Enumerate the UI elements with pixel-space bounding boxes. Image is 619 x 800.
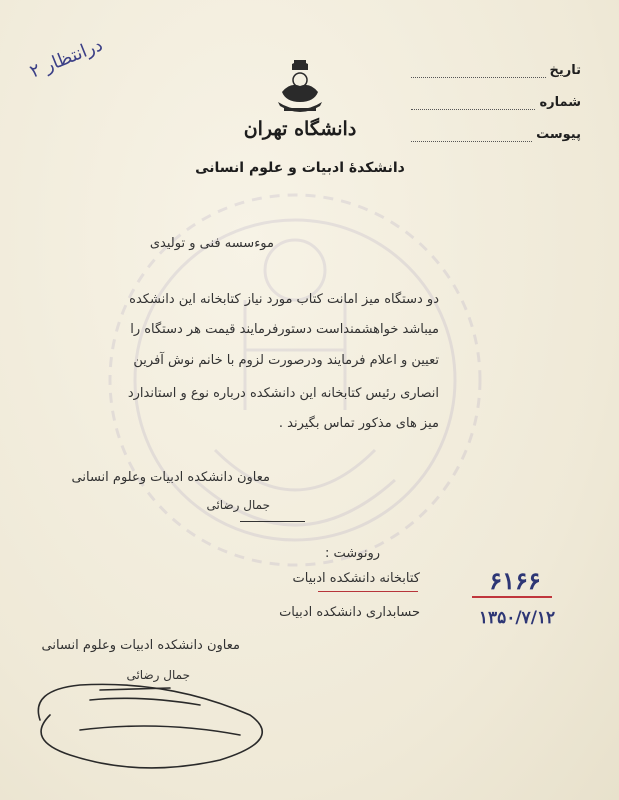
copies-label: رونوشت : (324, 546, 380, 561)
copy-recipient: کتابخانه دانشکده ادبیات (292, 571, 420, 586)
reference-number: ۶۱۶۶ (489, 566, 541, 595)
number-label: شماره (539, 95, 581, 110)
signatory-name: جمال رضائی (206, 498, 270, 512)
body-line: دو دستگاه میز امانت کتاب مورد نیاز کتابخانه این دانشکده (129, 292, 439, 307)
addressee: موءسسه فنی و تولیدی (149, 236, 274, 251)
faculty-name: دانشکدهٔ ادبیات و علوم انسانی (195, 160, 405, 176)
lion-and-sun-emblem (272, 58, 328, 116)
university-name: دانشگاه تهران (243, 118, 357, 140)
reference-underline (472, 596, 552, 598)
date-dots (411, 65, 546, 78)
signatory-title: معاون دانشکده ادبیات وعلوم انسانی (71, 470, 270, 485)
signature-block-name: جمال رضائی (126, 668, 190, 682)
body-line: تعیین و اعلام فرمایند ودرصورت لزوم با خانم نوش آفرین (133, 353, 439, 368)
reference-date: ۱۳۵۰/۷/۱۲ (478, 608, 556, 628)
date-label: تاریخ (549, 63, 581, 78)
number-dots (411, 97, 535, 110)
body-line: میباشد خواهشمنداست دستورفرمایند قیمت هر دستگاه را (130, 322, 439, 337)
attachment-field (411, 122, 581, 142)
body-line: انصاری رئیس کتابخانه این دانشکده درباره نوع و استاندارد (127, 386, 439, 401)
attachment-label: پیوست (536, 127, 581, 142)
university-seal-watermark (95, 150, 495, 610)
body-line: میز های مذکور تماس بگیرند . (278, 416, 439, 431)
date-field (411, 58, 581, 78)
handwritten-signature (20, 660, 290, 780)
attachment-dots (411, 129, 532, 142)
number-field (411, 90, 581, 110)
signature-block-title: معاون دانشکده ادبیات وعلوم انسانی (41, 638, 240, 653)
divider-line (240, 521, 305, 522)
margin-note: درانتظار ۲ (26, 34, 106, 83)
copy-recipient: حسابداری دانشکده ادبیات (279, 605, 420, 620)
red-underline (318, 591, 418, 592)
